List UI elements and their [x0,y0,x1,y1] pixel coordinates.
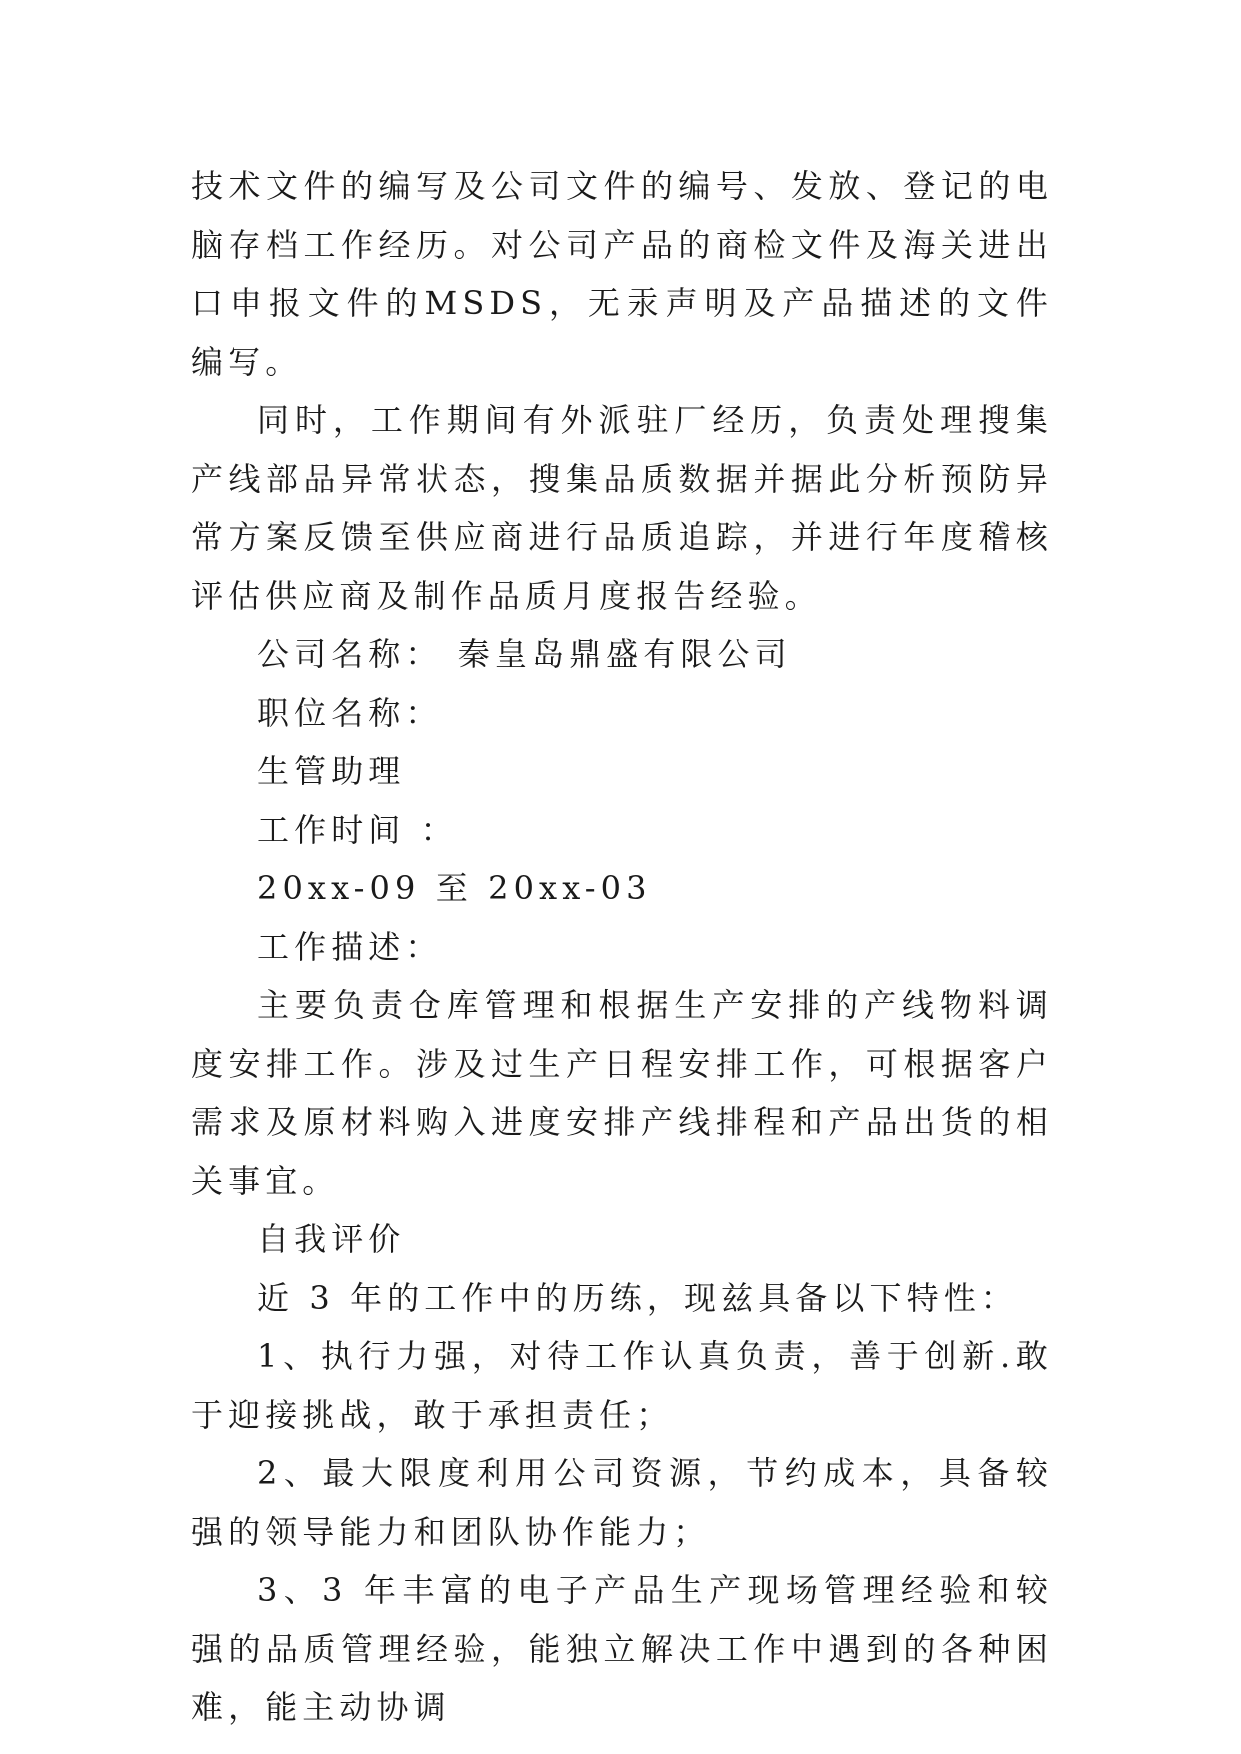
trait-item-1: 1、执行力强，对待工作认真负责，善于创新.敢于迎接挑战，敢于承担责任； [191,1337,1053,1434]
work-description-text: 主要负责仓库管理和根据生产安排的产线物料调度安排工作。涉及过生产日程安排工作，可根据客户需求及原材料购入进度安排产线排程和产品出货的相关事宜。 [191,986,1053,1200]
work-period-label: 工作时间 ： [257,810,458,849]
position-label: 职位名称： [257,693,443,732]
trait-item-2: 2、最大限度利用公司资源，节约成本，具备较强的领导能力和团队协作能力； [191,1454,1053,1551]
position-value: 生管助理 [257,752,406,790]
work-period-value: 20xx-09 至 20xx-03 [257,869,652,907]
work-description-label: 工作描述： [257,927,443,966]
document-body [191,157,1053,1737]
self-evaluation-heading: 自我评价 [257,1220,406,1258]
self-evaluation-intro: 近 3 年的工作中的历练，现兹具备以下特性： [257,1278,1018,1317]
paragraph-onsite-experience: 同时，工作期间有外派驻厂经历，负责处理搜集产线部品异常状态，搜集品质数据并据此分析预防异常方案反馈至供应商进行品质追踪，并进行年度稽核评估供应商及制作品质月度报告经验。 [191,401,1053,615]
trait-item-3: 3、3 年丰富的电子产品生产现场管理经验和较强的品质管理经验，能独立解决工作中遇到的各种困难，能主动协调 [191,1571,1053,1726]
company-name: 公司名称： 秦皇岛鼎盛有限公司 [257,635,792,673]
paragraph-tech-docs: 技术文件的编写及公司文件的编号、发放、登记的电脑存档工作经历。对公司产品的商检文件及海关进出口申报文件的MSDS，无汞声明及产品描述的文件编写。 [191,167,1053,381]
